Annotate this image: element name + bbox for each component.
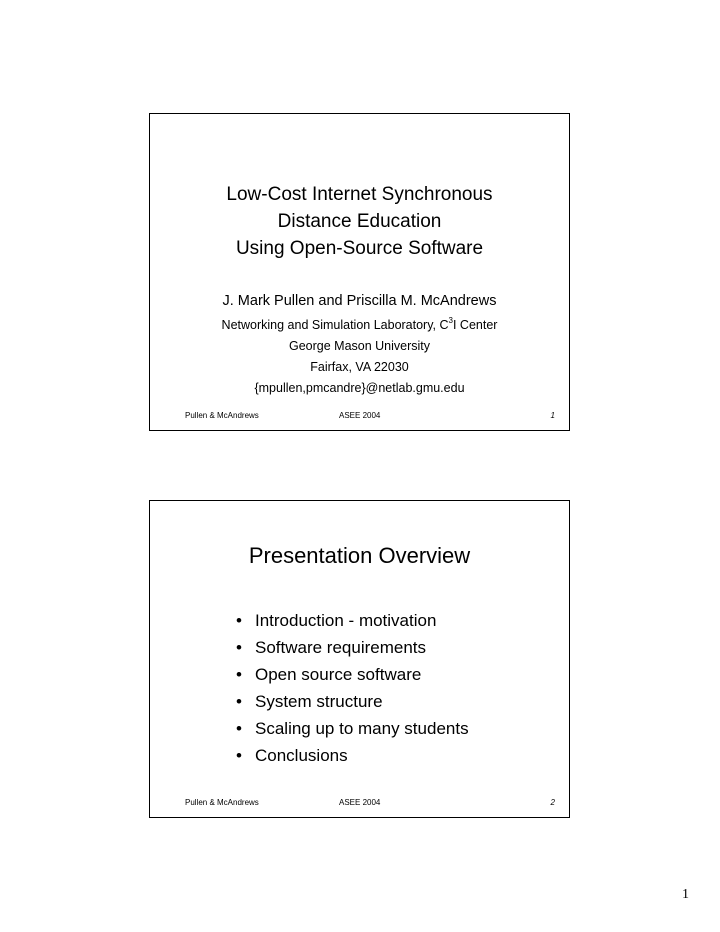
- page-number: 1: [682, 887, 689, 902]
- bullet-icon: •: [236, 638, 242, 657]
- affiliation-lab-prefix: Networking and Simulation Laboratory, C: [221, 318, 449, 332]
- bullet-icon: •: [236, 665, 242, 684]
- slide-title: Presentation Overview: [248, 543, 471, 568]
- slide-number: 2: [550, 798, 555, 807]
- list-item: [236, 688, 469, 715]
- slide-title: [150, 181, 569, 262]
- list-item: [236, 742, 469, 769]
- bullet-text: Conclusions: [255, 746, 348, 765]
- slide-number: 1: [550, 411, 555, 420]
- bullet-text: Software requirements: [255, 638, 427, 657]
- bullet-icon: •: [236, 611, 242, 630]
- slide-footer: [150, 791, 569, 817]
- title-line-3: Using Open-Source Software: [235, 238, 484, 259]
- list-item: [236, 607, 469, 634]
- slide-1: [149, 113, 570, 431]
- affiliation-lab-suffix: I Center: [452, 318, 498, 332]
- bullet-text: Introduction - motivation: [255, 611, 437, 630]
- slide-footer: [150, 404, 569, 430]
- bullet-icon: •: [236, 692, 242, 711]
- footer-authors: Pullen & McAndrews: [185, 798, 259, 807]
- footer-conference: ASEE 2004: [339, 798, 381, 807]
- title-line-2: Distance Education: [277, 211, 442, 232]
- bullet-text: Open source software: [255, 665, 422, 684]
- authors: J. Mark Pullen and Priscilla M. McAndrews: [222, 293, 497, 309]
- bullet-text: System structure: [255, 692, 383, 711]
- affiliation-lab: [150, 315, 569, 332]
- footer-conference: ASEE 2004: [339, 411, 381, 420]
- slide-2: [149, 500, 570, 818]
- contact-email: {mpullen,pmcandre}@netlab.gmu.edu: [254, 381, 465, 395]
- bullet-text: Scaling up to many students: [255, 719, 469, 738]
- list-item: [236, 634, 469, 661]
- affiliation-university: George Mason University: [288, 339, 431, 353]
- list-item: [236, 715, 469, 742]
- bullet-icon: •: [236, 746, 242, 765]
- bullet-list: [236, 607, 469, 769]
- bullet-icon: •: [236, 719, 242, 738]
- affiliation-lab-superscript: 3: [448, 315, 453, 325]
- list-item: [236, 661, 469, 688]
- affiliation-city: Fairfax, VA 22030: [310, 360, 409, 374]
- title-line-1: Low-Cost Internet Synchronous: [226, 184, 493, 205]
- footer-authors: Pullen & McAndrews: [185, 411, 259, 420]
